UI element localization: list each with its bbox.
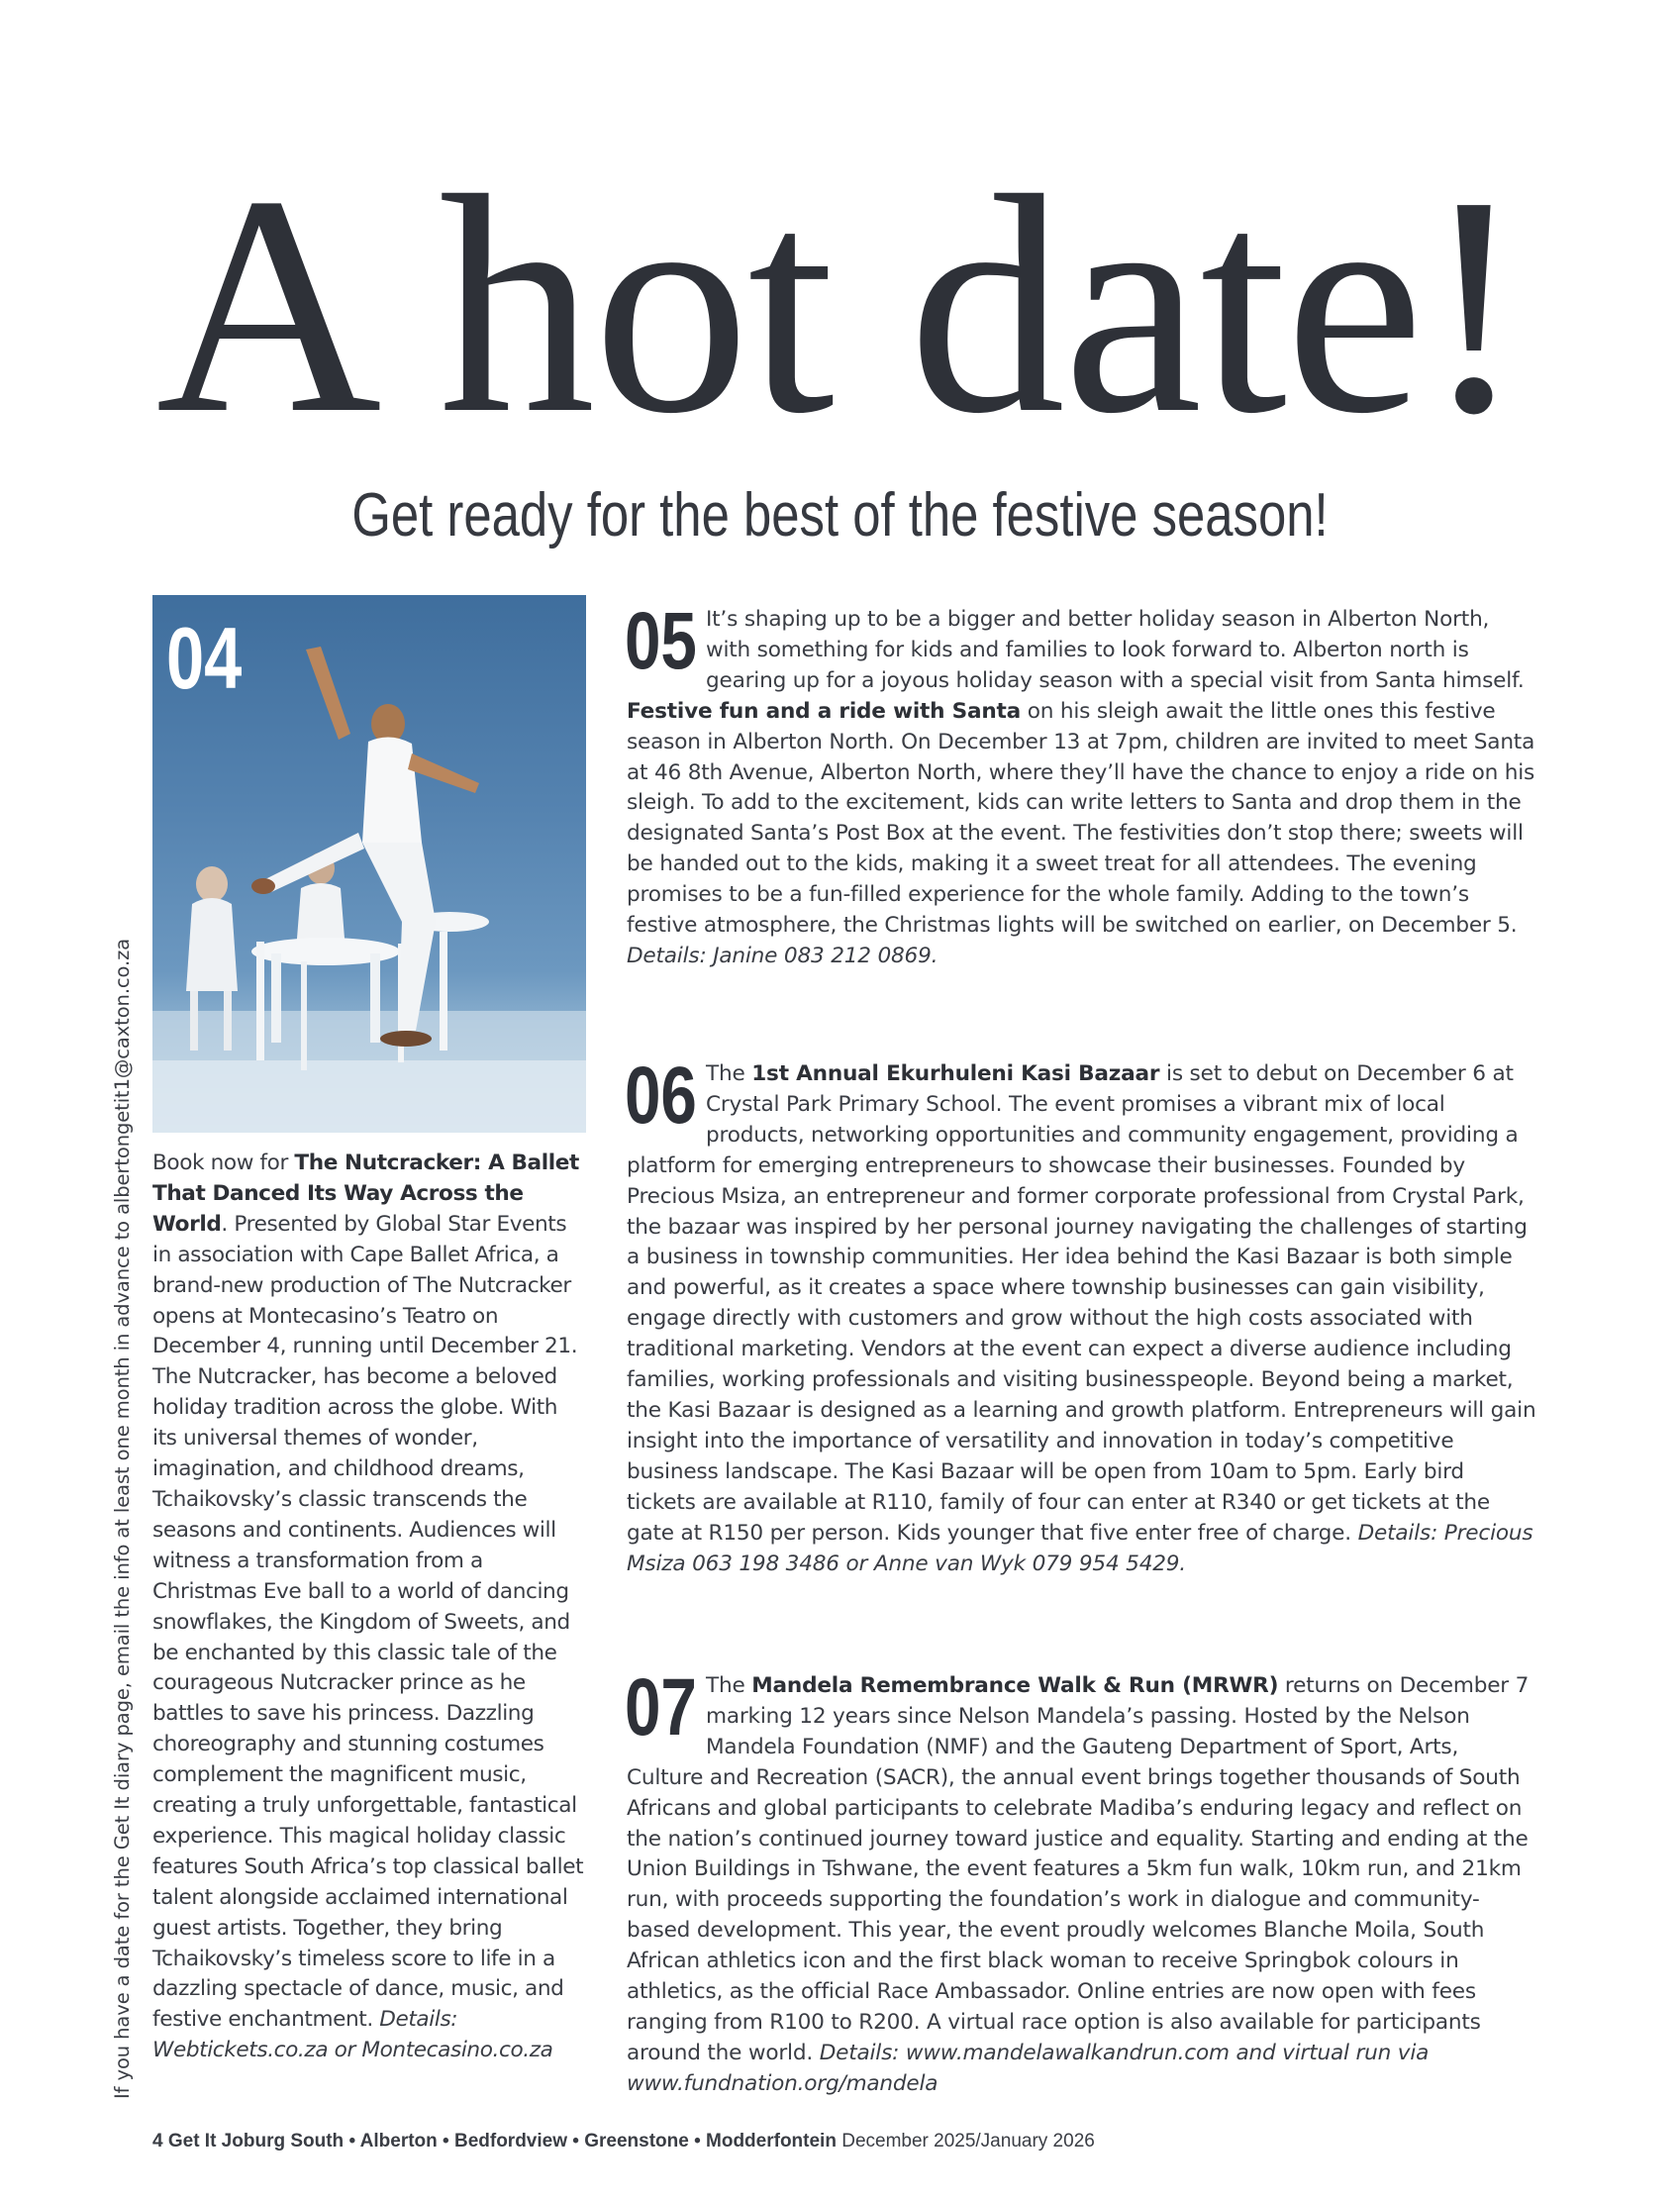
event-04-intro: Book now for <box>152 1151 295 1175</box>
event-06 <box>625 1051 1537 1579</box>
event-04-details: Details: Webtickets.co.za or Montecasino.co.za <box>152 2007 553 2063</box>
event-number-06: 06 <box>625 1051 697 1141</box>
event-05-body-b: on his sleigh await the little ones this festive season in Alberton North. On December 13 at 7pm, children are invited to meet Santa at 46 8th Avenue, Alberton North, where they’ll have the chance to enjoy a ride on his sleigh. To add to the excitement, kids can write letters to Santa and drop them in the designated Santa’s Post Box at the event. The festivities don’t stop there; sweets will be handed out to the kids, making it a sweet treat for all attendees. The evening promises to be a fun-filled experience for the whole family. Adding to the town’s festive atmosphere, the Christmas lights will be switched on earlier, on December 5. <box>627 698 1535 939</box>
event-05-body-a: It’s shaping up to be a bigger and better holiday season in Alberton North, with something for kids and families to look forward to. Alberton north is gearing up for a joyous holiday season with a special visit from Santa himself. <box>706 607 1525 693</box>
event-06-title: 1st Annual Ekurhuleni Kasi Bazaar <box>751 1061 1160 1086</box>
footer-publication: 4 Get It Joburg South • Alberton • Bedfordview • Greenstone • Modderfontein <box>152 2131 837 2152</box>
page-footer <box>152 2131 1095 2152</box>
event-number-04: 04 <box>166 609 243 707</box>
event-07-body-b: returns on December 7 marking 12 years since Nelson Mandela’s passing. Hosted by the Nelson Mandela Foundation (NMF) and the Gauteng Department of Sport, Arts, Culture and Recreation (SACR), the annual event brings together thousands of South Africans and global participants to celebrate Madiba’s enduring legacy and reflect on the nation’s continued journey toward justice and equality. Starting and ending at the Union Buildings in Tshwane, the event features a 5km fun walk, 10km run, and 21km run, with proceeds supporting the foundation’s work in dialogue and community-based development. This year, the event proudly welcomes Blanche Moila, South African athletics icon and the first black woman to receive Springbok colours in athletics, as the official Race Ambassador. Online entries are now open with fees ranging from R100 to R200. A virtual race option is also available for participants around the world. <box>627 1673 1530 2065</box>
event-number-05: 05 <box>625 596 697 686</box>
event-07 <box>625 1662 1537 2100</box>
ballet-photo <box>152 595 586 1133</box>
event-07-details: Details: www.mandelawalkandrun.com and virtual run via www.fundnation.org/mandela <box>627 2040 1430 2096</box>
event-07-body-a: The <box>706 1673 752 1698</box>
event-06-details: Details: Precious Msiza 063 198 3486 or Anne van Wyk 079 954 5429. <box>627 1520 1533 1576</box>
event-05 <box>625 596 1537 972</box>
event-06-body-a: The <box>706 1061 752 1086</box>
event-05-details: Details: Janine 083 212 0869. <box>627 943 939 968</box>
event-04-title: The Nutcracker: A Ballet That Danced Its Way Across the World <box>152 1151 579 1237</box>
event-number-07: 07 <box>625 1662 697 1752</box>
footer-date: December 2025/January 2026 <box>836 2131 1095 2152</box>
event-04-body: . Presented by Global Star Events in association with Cape Ballet Africa, a brand-new production of The Nutcracker opens at Montecasino’s Teatro on December 4, running until December 21. The Nutcracker, has become a beloved holiday tradition across the globe. With its universal themes of wonder, imagination, and childhood dreams, Tchaikovsky’s classic transcends the seasons and continents. Audiences will witness a transformation from a Christmas Eve ball to a world of dancing snowflakes, the Kingdom of Sweets, and be enchanted by this classic tale of the courageous Nutcracker prince as he battles to save his princess. Dazzling choreography and stunning costumes complement the magnificent music, creating a truly unforgettable, fantastical experience. This magical holiday classic features South Africa’s top classical ballet talent alongside acclaimed international guest artists. Together, they bring Tchaikovsky’s timeless score to life in a dazzling spectacle of dance, music, and festive enchantment. <box>152 1211 584 2033</box>
event-05-title: Festive fun and a ride with Santa <box>627 698 1022 724</box>
vertical-submission-note: If you have a date for the Get It diary page, email the info at least one month in advance to albertongetit1@caxton.co.za <box>111 938 134 2099</box>
headline: A hot date! <box>155 132 1525 478</box>
event-06-body-b: is set to debut on December 6 at Crystal Park Primary School. The event promises a vibrant mix of local products, networking opportunities and community engagement, providing a platform for emerging entrepreneurs to showcase their businesses. Founded by Precious Msiza, an entrepreneur and former corporate professional from Crystal Park, the bazaar was inspired by her personal journey navigating the challenges of starting a business in township communities. Her idea behind the Kasi Bazaar is both simple and powerful, as it creates a space where township businesses can gain visibility, engage directly with customers and grow without the high costs associated with traditional marketing. Vendors at the event can expect a diverse audience including families, working professionals and visiting businesspeople. Beyond being a market, the Kasi Bazaar is designed as a learning and growth platform. Entrepreneurs will gain insight into the importance of versatility and innovation in today’s competitive business landscape. The Kasi Bazaar will be open from 10am to 5pm. Early bird tickets are available at R110, family of four can enter at R340 or get tickets at the gate at R150 per person. Kids younger that five enter free of charge. <box>627 1061 1536 1546</box>
event-04-text <box>152 1149 588 2066</box>
event-07-title: Mandela Remembrance Walk & Run (MRWR) <box>751 1673 1279 1698</box>
subheadline: Get ready for the best of the festive season! <box>351 481 1329 550</box>
